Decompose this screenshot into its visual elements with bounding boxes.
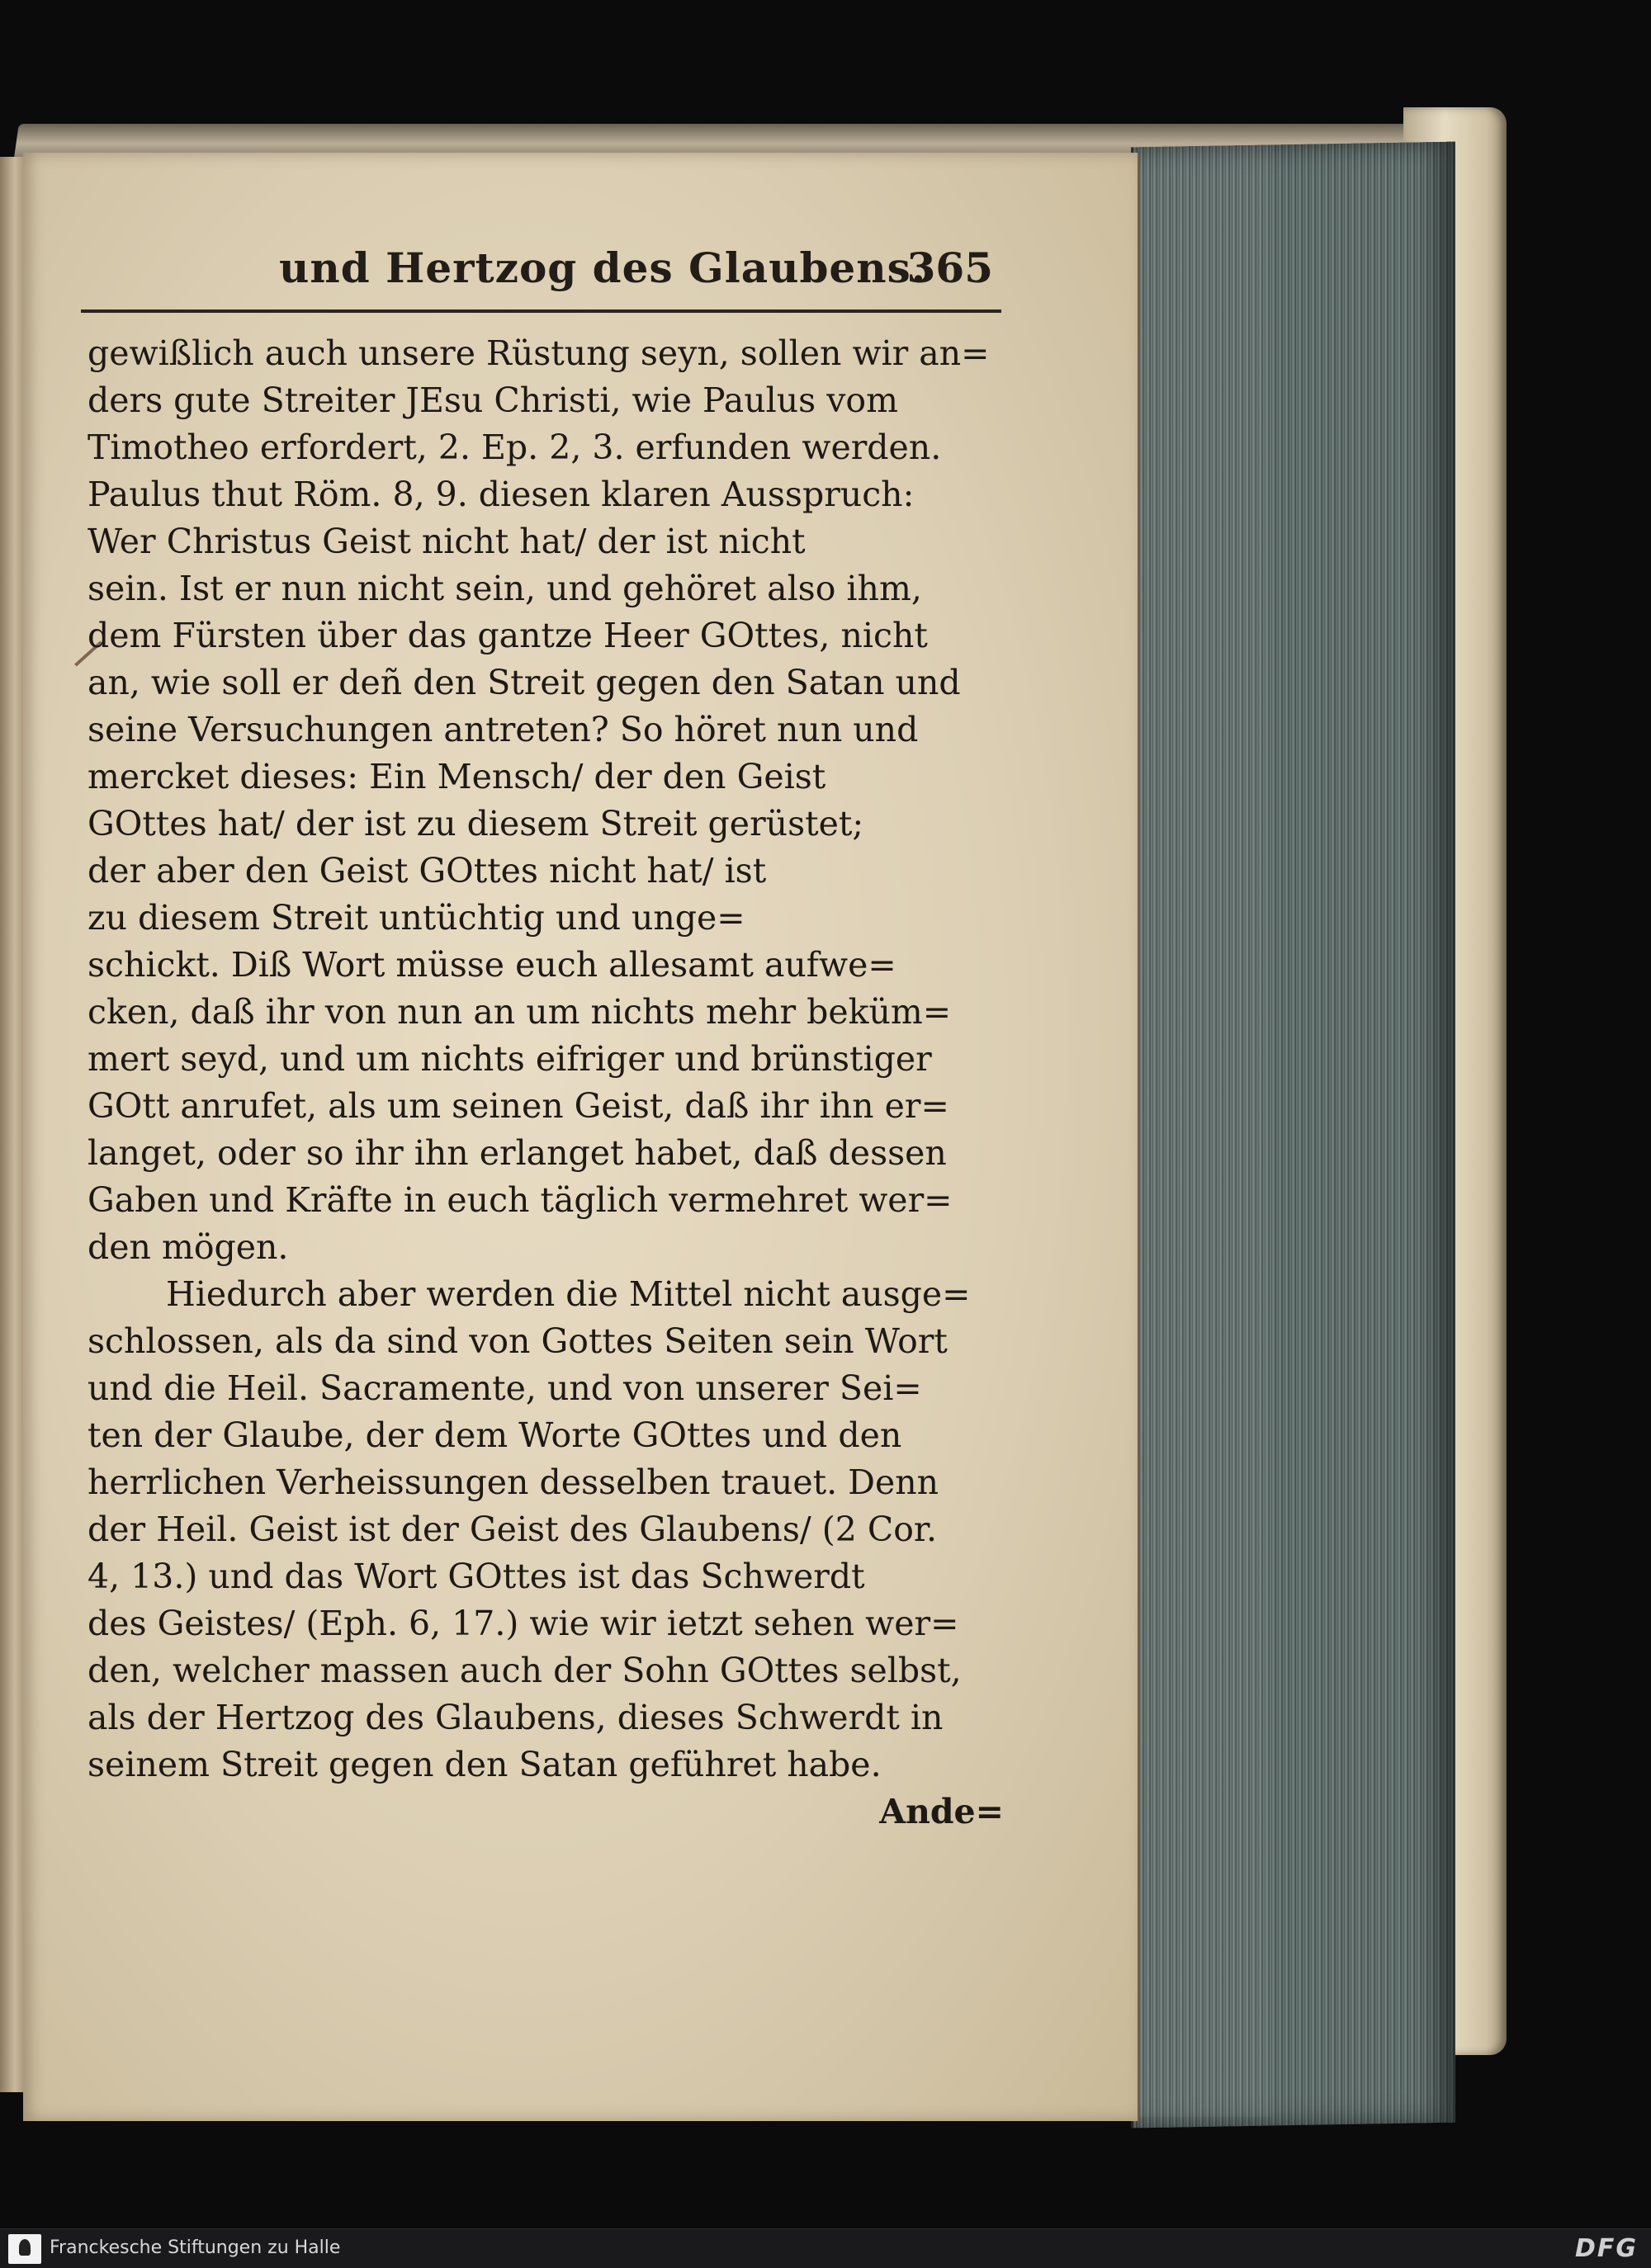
text-line: schlossen, als da sind von Gottes Seiten sein Wort <box>88 1321 948 1361</box>
text-line: herrlichen Verheissungen desselben trauet. Denn <box>88 1462 939 1502</box>
text-line: cken, daß ihr von nun an um nichts mehr beküm= <box>88 992 952 1032</box>
text-line: den mögen. <box>88 1227 289 1267</box>
text-line: mercket dieses: Ein Mensch/ der den Geist <box>88 757 826 796</box>
running-head: und Hertzog des Glaubens. <box>279 243 927 292</box>
text-line: 4, 13.) und das Wort GOttes ist das Schwerdt <box>88 1557 865 1596</box>
text-line: GOtt anrufet, als um seinen Geist, daß ihr ihn er= <box>88 1086 949 1126</box>
text-line: Paulus thut Röm. 8, 9. diesen klaren Ausspruch: <box>88 475 915 514</box>
text-line: der aber den Geist GOttes nicht hat/ ist <box>88 851 767 891</box>
text-line: mert seyd, und um nichts eifriger und brünstiger <box>88 1039 932 1079</box>
page-block-fore-edge <box>1131 142 1455 2129</box>
dfg-badge: DFG <box>1574 2234 1638 2263</box>
institution-name: Franckesche Stiftungen zu Halle <box>50 2237 341 2258</box>
text-line: der Heil. Geist ist der Geist des Glaubens/ (2 Cor. <box>88 1510 938 1549</box>
institution-logo-icon <box>8 2234 41 2264</box>
text-line: seine Versuchungen antreten? So höret nun und <box>88 710 919 749</box>
text-line: des Geistes/ (Eph. 6, 17.) wie wir ietzt sehen wer= <box>88 1604 959 1643</box>
text-line: an, wie soll er deñ den Streit gegen den Satan und <box>88 663 961 702</box>
text-line: seinem Streit gegen den Satan geführet habe. <box>88 1745 882 1784</box>
text-line: als der Hertzog des Glaubens, dieses Schwerdt in <box>88 1698 944 1737</box>
body-text <box>88 330 1004 1836</box>
text-line: Gaben und Kräfte in euch täglich vermehret wer= <box>88 1180 953 1220</box>
text-line: Timotheo erfordert, 2. Ep. 2, 3. erfunden werden. <box>88 428 942 467</box>
text-line: langet, oder so ihr ihn erlanget habet, daß dessen <box>88 1133 947 1173</box>
text-line: ders gute Streiter JEsu Christi, wie Paulus vom <box>88 380 898 420</box>
text-line: Wer Christus Geist nicht hat/ der ist nicht <box>88 522 806 561</box>
text-line: zu diesem Streit untüchtig und unge= <box>88 898 745 938</box>
page-number: 365 <box>906 243 993 292</box>
viewer-footer <box>0 2228 1651 2268</box>
text-line: den, welcher massen auch der Sohn GOttes selbst, <box>88 1651 962 1690</box>
text-line: GOttes hat/ der ist zu diesem Streit gerüstet; <box>88 804 864 843</box>
page-header <box>81 243 1001 313</box>
book-page <box>23 153 1139 2121</box>
text-line: und die Heil. Sacramente, und von unserer Sei= <box>88 1368 922 1408</box>
catchword: Ande= <box>879 1792 1004 1831</box>
text-line: gewißlich auch unsere Rüstung seyn, sollen wir an= <box>88 333 990 373</box>
text-line: dem Fürsten über das gantze Heer GOttes, nicht <box>88 616 928 655</box>
text-line: schickt. Diß Wort müsse euch allesamt aufwe= <box>88 945 896 985</box>
text-line: Hiedurch aber werden die Mittel nicht ausge= <box>166 1274 971 1314</box>
text-line: ten der Glaube, der dem Worte GOttes und den <box>88 1415 902 1455</box>
text-line: sein. Ist er nun nicht sein, und gehöret also ihm, <box>88 569 922 608</box>
